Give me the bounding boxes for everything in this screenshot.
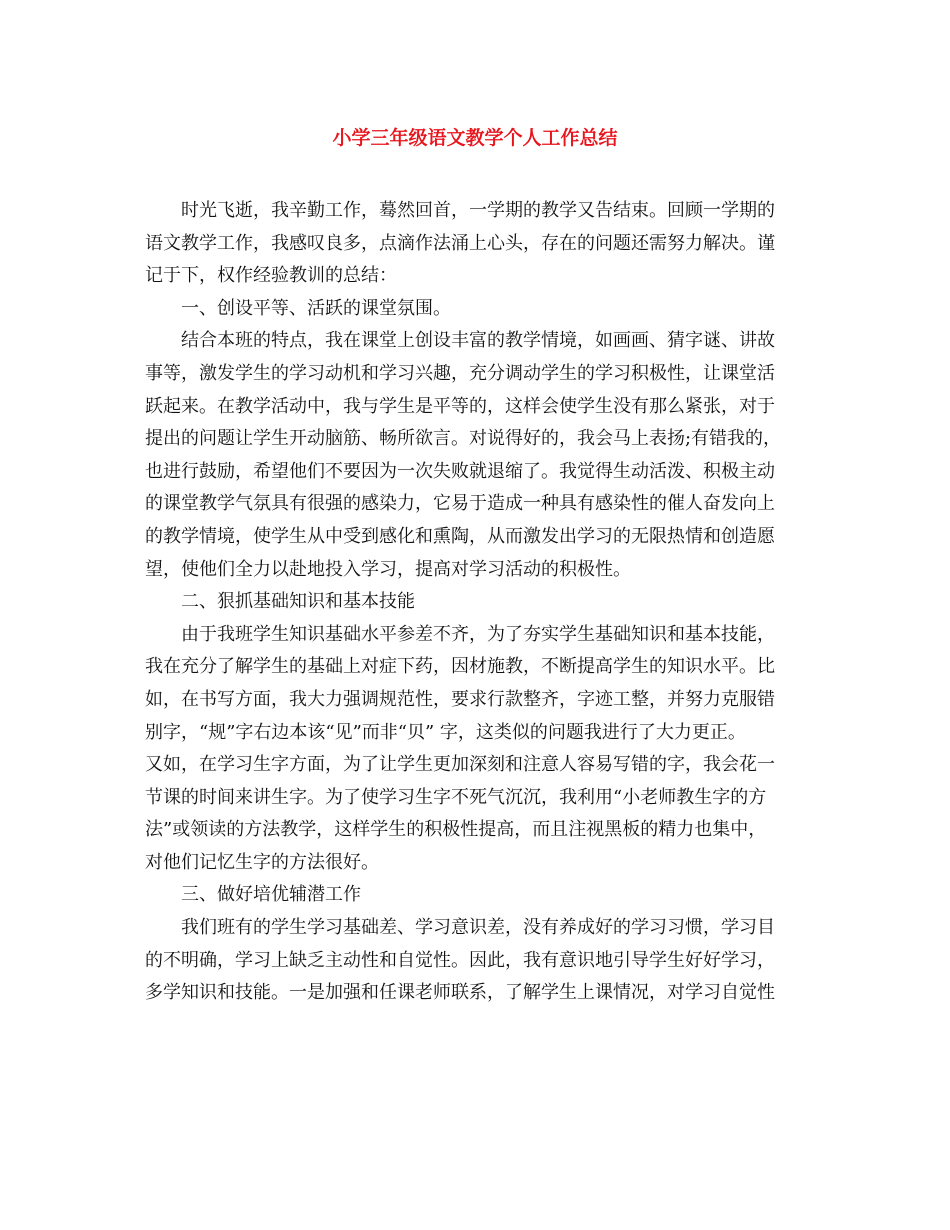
text-line: 多学知识和技能。一是加强和任课老师联系，了解学生上课情况，对学习自觉性 (145, 982, 775, 1004)
text-line: 如，在书写方面，我大力强调规范性，要求行款整齐，字迹工整，并努力克服错 (145, 688, 775, 710)
text-line: 别字，“规”字右边本该“见”而非“贝” 字，这类似的问题我进行了大力更正。 (145, 721, 746, 743)
document-title: 小学三年级语文教学个人工作总结 (332, 127, 618, 149)
text-line: 望，使他们全力以赴地投入学习，提高对学习活动的积极性。 (145, 558, 631, 580)
text-line: 也进行鼓励，希望他们不要因为一次失败就退缩了。我觉得生动活泼、积极主动 (145, 460, 775, 482)
text-line: 提出的问题让学生开动脑筋、畅所欲言。对说得好的，我会马上表扬;有错我的， (145, 428, 782, 450)
text-line: 我在充分了解学生的基础上对症下药，因材施教，不断提高学生的知识水平。比 (145, 656, 775, 678)
text-line: 事等，激发学生的学习动机和学习兴趣，充分调动学生的学习积极性，让课堂活 (145, 362, 775, 384)
text-line: 三、做好培优辅潜工作 (181, 884, 361, 906)
text-line: 我们班有的学生学习基础差、学习意识差，没有养成好的学习习惯，学习目 (181, 917, 775, 939)
text-line: 节课的时间来讲生字。为了使学习生字不死气沉沉，我利用“小老师教生字的方 (145, 786, 767, 808)
text-line: 时光飞逝，我辛勤工作，蓦然回首，一学期的教学又告结束。回顾一学期的 (181, 200, 775, 221)
text-line: 记于下，权作经验教训的总结： (145, 265, 397, 287)
text-line: 法”或领读的方法教学，这样学生的积极性提高，而且注视黑板的精力也集中， (145, 819, 767, 841)
text-line: 对他们记忆生字的方法很好。 (145, 851, 379, 873)
text-line: 由于我班学生知识基础水平参差不齐，为了夯实学生基础知识和基本技能， (181, 623, 775, 645)
text-line: 的课堂教学气氛具有很强的感染力，它易于造成一种具有感染性的催人奋发向上 (145, 493, 775, 515)
text-line: 语文教学工作，我感叹良多，点滴作法涌上心头，存在的问题还需努力解决。谨 (145, 232, 775, 254)
document-body (145, 195, 825, 1010)
text-line: 的教学情境，使学生从中受到感化和熏陶，从而激发出学习的无限热情和创造愿 (145, 525, 775, 547)
text-line: 二、狠抓基础知识和基本技能 (181, 591, 415, 613)
text-line: 又如，在学习生字方面，为了让学生更加深刻和注意人容易写错的字，我会花一 (145, 754, 775, 776)
text-line: 一、创设平等、活跃的课堂氛围。 (181, 297, 451, 319)
text-line: 结合本班的特点，我在课堂上创设丰富的教学情境，如画画、猜字谜、讲故 (181, 330, 775, 352)
text-line: 的不明确，学习上缺乏主动性和自觉性。因此，我有意识地引导学生好好学习， (145, 949, 775, 971)
text-line: 跃起来。在教学活动中，我与学生是平等的，这样会使学生没有那么紧张，对于 (145, 395, 775, 417)
